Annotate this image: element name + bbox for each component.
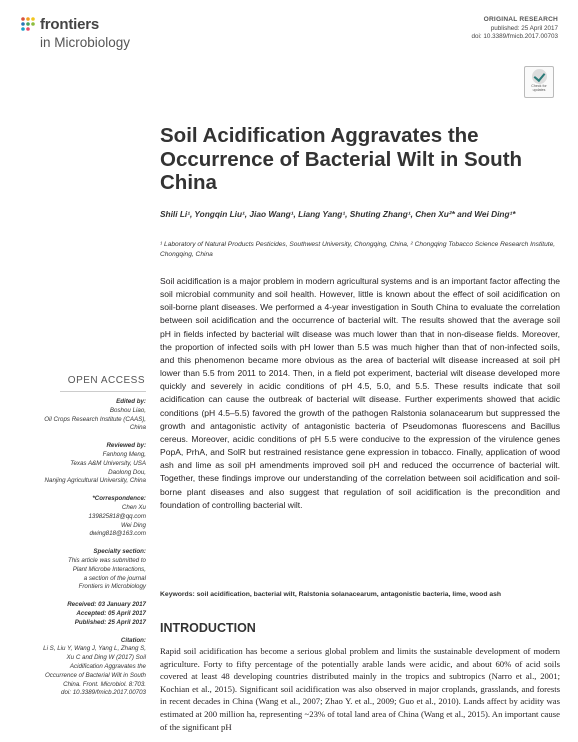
open-access-label: OPEN ACCESS <box>67 375 145 386</box>
journal-logo[interactable] <box>20 14 190 54</box>
editor-line: Boshou Liao, <box>109 406 146 414</box>
abstract <box>160 275 560 512</box>
citation-line: Occurrence of Bacterial Wilt in South <box>44 671 146 679</box>
reviewed-by-label: Reviewed by: <box>106 442 146 450</box>
reviewer-line: Nanjing Agricultural University, China <box>44 477 146 485</box>
correspondent-name: Wei Ding <box>121 521 146 529</box>
reviewer-line: Texas A&M University, USA <box>70 459 146 467</box>
divider <box>60 391 146 392</box>
article-type: ORIGINAL RESEARCH <box>483 16 558 23</box>
received-date: Received: 03 January 2017 <box>67 601 146 609</box>
doi-link[interactable]: doi: 10.3389/fmicb.2017.00703 <box>471 33 558 40</box>
published-date-sidebar: Published: 25 April 2017 <box>74 618 146 626</box>
introduction-text <box>160 645 560 733</box>
check-for-updates-button[interactable] <box>524 66 554 98</box>
journal-name: in Microbiology <box>40 35 131 50</box>
specialty-line: Frontiers in Microbiology <box>78 583 146 591</box>
editor-line: Oil Crops Research Institute (CAAS), <box>44 415 146 423</box>
reviewer-line: Fanhong Meng, <box>102 450 146 458</box>
correspondent-name: Chen Xu <box>121 503 146 511</box>
specialty-line: This article was submitted to <box>67 556 146 564</box>
specialty-line: Plant Microbe Interactions, <box>72 565 146 573</box>
citation-line: Xu C and Ding W (2017) Soil <box>66 654 146 662</box>
check-icon <box>532 69 547 84</box>
article-info-sidebar <box>10 398 146 698</box>
citation-line: China. Front. Microbiol. 8:703. <box>63 680 146 688</box>
article-meta <box>472 16 558 42</box>
reviewer-line: Daolong Dou, <box>108 468 146 476</box>
correspondence-label: *Correspondence: <box>92 495 146 503</box>
journal-brand: frontiers <box>40 16 100 33</box>
specialty-line: a section of the journal <box>83 574 146 582</box>
citation-line: Li S, Liu Y, Wang J, Yang L, Zhang S, <box>43 645 146 653</box>
section-heading-introduction: INTRODUCTION <box>160 621 256 635</box>
citation-label: Citation: <box>120 636 146 644</box>
published-date: published: 25 April 2017 <box>490 24 558 32</box>
editor-line: China <box>129 424 146 432</box>
correspondent-email-link[interactable]: dwing818@163.com <box>89 530 146 538</box>
article-title: Soil Acidification Aggravates the Occurrence of Bacterial Wilt in South China <box>160 124 523 194</box>
check-badge-line1: Check for <box>531 84 547 88</box>
intro-paragraph: Rapid soil acidification has become a serious global problem and limits the sustainable development of modern agriculture. Forty to fifty percentage of the potentially arable lands were acidic, and about 60% of acid soils covered at least 48 developing countries distributed mainly in the tropics and subtropics (Narro et al., 2001; Kochian et al., 2015). Significant soil acidification was also observed in major croplands, grasslands, and forests in recent decades in China (Wang et al., 2007; Zhao Y. et al., 2009; Guo et al., 2010). Lands affect by acidity was estimated at 200 million ha, representing ~23% of total land area of China (Wang et al., 2015). An important cause of the significant pH <box>160 646 560 732</box>
frontiers-logo-icon <box>20 16 36 32</box>
check-badge-line2: updates <box>532 88 546 92</box>
citation-line: Acidification Aggravates the <box>69 662 146 670</box>
citation-doi-link[interactable]: doi: 10.3389/fmicb.2017.00703 <box>61 689 146 697</box>
author-list: Shili Li¹, Yongqin Liu¹, Jiao Wang¹, Liang Yang¹, Shuting Zhang¹, Chen Xu²* and Wei Ding¹* <box>160 209 516 219</box>
edited-by-label: Edited by: <box>116 398 146 405</box>
affiliations: ¹ Laboratory of Natural Products Pesticides, Southwest University, Chongqing, China, ² Chongqing Tobacco Science Research Institute, Chongqing, China <box>160 241 556 258</box>
accepted-date: Accepted: 05 April 2017 <box>76 609 146 617</box>
keywords: Keywords: soil acidification, bacterial wilt, Ralstonia solanacearum, antagonistic bacteria, lime, wood ash <box>160 591 502 598</box>
correspondent-email-link[interactable]: 139825818@qq.com <box>88 512 146 520</box>
specialty-section-label: Specialty section: <box>93 548 146 556</box>
abstract-text: Soil acidification is a major problem in modern agricultural systems and is an important factor affecting the soil microbial community and soil health. However, little is known about the effect of soil acidification on soil-borne plant diseases. We performed a 4-year investigation in South China to evaluate the correlation between soil acidification and the occurrence of bacterial wilt. The results showed that the average soil pH in fields infected by bacterial wilt disease was much lower than that in non-disease fields. Moreover, the proportion of infected soils with pH lower than 5.5 was much higher than that of non-infected soils, and this phenomenon became more obvious as the area of bacterial wilt disease increased at soil pH lower than 5.5 from 2011 to 2014. Then, in a field pot experiment, bacterial wilt disease developed more quickly and severely in acidic conditions of pH 4.5, 5.0, and 5.5. These results indicate that soil acidification can cause the outbreak of bacterial wilt disease. Further experiments showed that acidic conditions (pH 4.5–5.5) favored the growth of the pathogen Ralstonia solanacearum but suppressed the growth and antagonistic activity of antagonistic bacteria of Pseudomonas fluorescens and Bacillus cereus. Moreover, acidic conditions of pH 5.5 were conducive to the expression of the virulence genes PopA, PrhA, and SolR but restrained resistance gene expression in tobacco. Finally, application of wood ash and lime as soil pH amendments improved soil pH and reduced the occurrence of bacterial wilt. Together, these findings improve our understanding of the correlation between soil acidification and soil-borne plant diseases and also suggest that regulation of soil acidification is the precondition and foundation of controlling bacterial wilt. <box>160 276 560 510</box>
